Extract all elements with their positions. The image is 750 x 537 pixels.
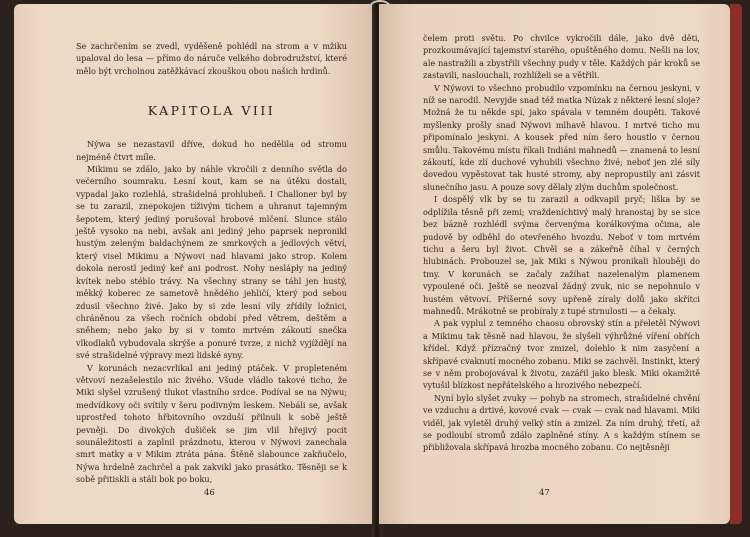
paragraph: Nyní bylo slyšet zvuky — pohyb na stromech, strašidelné chvění ve vzduchu a drtivé, kovové cvak — cvak — cvak nad hlavami. Miki viděl, jak vyletěl druhý velký stín a zmizel. Za ním druhý, třetí, až se podloubí stromů zdálo zaplněné stíny. A s každým stínem se přibližovala skřípavá hrozba mocného zobanu. Co nejtěsněji <box>423 392 700 453</box>
intro-paragraph: Se zachrčením se zvedl, vyděšeně pohlédl na strom a v mžiku upaloval do lesa — přímo do náruče velkého dobrodružství, které mělo být vrcholnou zatěžkávací zkouškou obou našich hrdinů. <box>76 41 347 76</box>
paragraph: čelem proti světu. Po chvilce vykročili dále, jako dvě děti, prozkoumávající tajemství starého, opuštěného domu. Nešli na lov, ale nastražili a zbystřili všechny pudy v těle. Každých pár kroků se zastavili, naslouchali, rozhlíželi se a větřili. <box>423 33 700 81</box>
paragraph: A pak vyplul z temného chaosu obrovský stín a přeletěl Nýwovi a Mikimu tak těsně nad hlavou, že slyšeli výhrůžné víření obřích křídel. Když přízračný tvor zmizel, dolehlo k nim zasyčení a skřípavé cvaknutí mocného zobanu. Miki se zachvěl. Instinkt, který se v něm probojovával k životu, zazářil jako blesk. Miki okamžitě vytušil blízkost nepřátelského a hrozivého nebezpečí. <box>423 318 700 391</box>
paragraph: V Nýwovi to všechno probudilo vzpomínku na černou jeskyni, v níž se narodil. Nevyjde snad též matka Núzak z některé lesní sloje? Možná že tu někde spí, jako spávala v temném doupěti. Takové myšlenky prošly snad Nýwovi mlhavě hlavou. I mrtvé ticho mu připomínalo jeskyni. A kousek před ním šero houstlo v černou smůlu. Takovému místu říkali Indiáni mahnedů — znamená to lesní zákoutí, kde zlí duchové vyhubili všechno živé; neboť jen zlé síly dovedou vypěstovat tak husté stromy, aby nepropustily ani zásvit slunečního jasu. A pouze sovy dělaly zlým duchům společnost. <box>423 82 700 192</box>
page-number-right: 47 <box>539 488 550 498</box>
book-cover-edge <box>730 4 742 524</box>
paragraph: I dospělý vlk by se tu zarazil a odkvapil pryč; liška by se odplížila těsně při zemi; vraždeníchtivý malý hranostaj by se sice bez bázně rozhlédl svýma červenýma korálkovýma očima, ale pudově by odběhl do otevřeného hvozdu. Neboť v tom mrtvém tichu a šeru byl život. Chvěl se a zákeřně číhal v černých hlubinách. Probouzel se, jak Miki s Nýwou pronikali hlouběji do tmy. V korunách se začaly zažíhat nazelenalým plamenem vypoulené oči. Ještě se neozval žádný zvuk, nic se nepohnulo v hustém větvoví. Příšerné sovy upřeně zíraly dolů jako skřítci mahnedů. Mrákotně se probíraly z tupé strnulosti — a čekaly. <box>423 194 700 316</box>
paragraph: Nýwa se nezastavil dříve, dokud ho nedělila od stromu nejméně čtvrt míle. <box>76 139 347 162</box>
right-page <box>379 4 730 524</box>
paragraph: Mikimu se zdálo, jako by náhle vkročili z denního světla do večerního soumraku. Lesní kout, kam se na útěku dostali, vypadal jako rozlehlá, strašidelná prohlubeň. I Challoner byl by se tu zarazil, znepokojen tíživým tichem a uhranut tajemným šepotem, který jediný porušoval hrobové mlčení. Slunce stálo ještě vysoko na nebi, avšak ani jediný jeho paprsek nepronikl hustým zeleným baldachýnem ze smrkových a jedlových větví, který visel Mikimu a Nýwovi nad hlavami jako strop. Kolem dokola nerostl jediný keř ani podrost. Nohy neslápły na jediný kvítek nebo stéblo trávy. Na všechny strany se táhl jen hustý, měkký koberec ze sametově hnědého jehličí, který pod sebou zdusil všechno živé. Jako by si zde lesní víly zřídily ložnici, chráněnou za všech ročních období před větrem, deštěm a sněhem; nebo jako by si v tomto mrtvém zákoutí snečka vlkodlaků vybudovala skrýše a ponuré tvrze, z nichž vyjíždějí na své strašidelné výpravy mezi lidské syny. <box>76 164 347 361</box>
paragraph: V korunách nezacvrlikal ani jediný ptáček. V propleteném větvoví nezašelestilo nic živého. Všude vládlo takové ticho, že Miki slyšel vzrušený tlukot vlastního srdce. Podíval se na Nýwu; medvídkovy oči svítily v šeru podivným leskem. Nebáli se, avšak uprostřed tohoto hřbitovního ovzduší přilnuli k sobě ještě pevněji. Do divokých dušiček se jim vlil hřejivý pocit sounáležitosti a zaplnil prázdnotu, kterou v Nýwovi zanechala smrt matky a v Mikim ztráta pána. Štěně slabounce zakňučelo, Nýwa hrdelně zachrčel a pak zakvikl jako prasátko. Těsněji se k sobě přitiskli a stáli bok po boku, <box>76 362 347 485</box>
page-number-left: 46 <box>204 488 215 498</box>
chapter-title: KAPITOLA VIII <box>147 103 276 119</box>
left-page <box>14 4 375 524</box>
